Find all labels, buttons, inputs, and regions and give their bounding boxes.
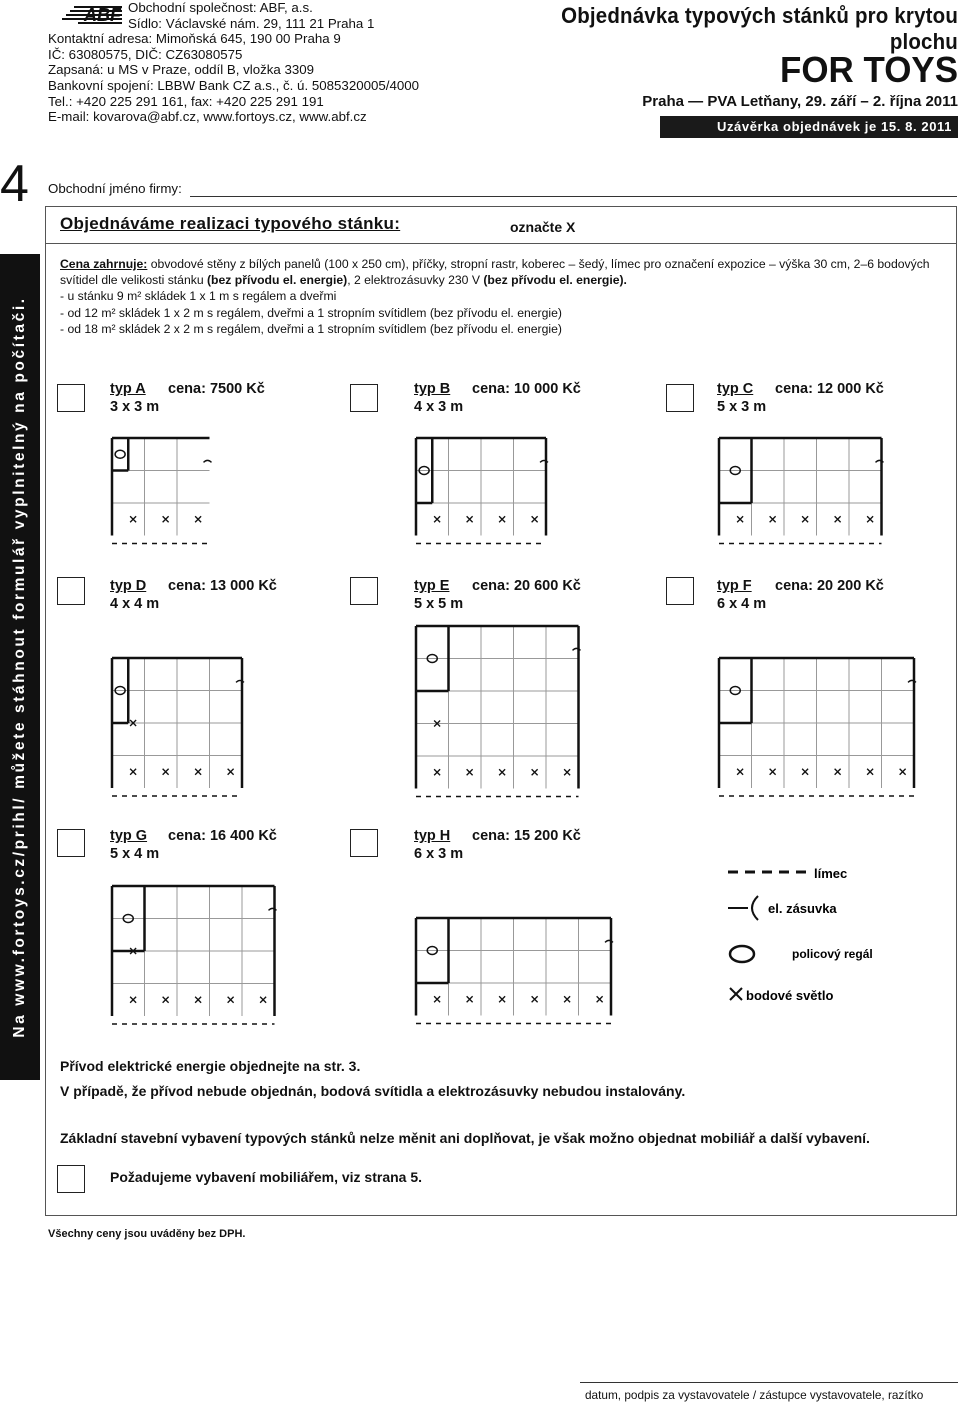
spotlight-icon: [467, 769, 473, 775]
stand-type: typ H: [414, 828, 451, 844]
includes-bold: (bez přívodu el. energie).: [483, 273, 627, 288]
spotlight-icon: [434, 769, 440, 775]
svg-text:el. zásuvka: el. zásuvka: [768, 901, 837, 916]
stand-option-label: [717, 577, 884, 613]
firm-name-label: Obchodní jméno firmy:: [48, 181, 182, 196]
spotlight-icon: [467, 996, 473, 1002]
spotlight-icon: [163, 997, 169, 1003]
stand-floor-plan: [414, 916, 613, 1028]
signature-label: datum, podpis za vystavovatele / zástupce vystavovatele, razítko: [585, 1388, 924, 1402]
includes-bold: (bez přívodu el. energie): [207, 273, 348, 288]
company-line: Kontaktní adresa: Mimoňská 645, 190 00 Praha 9: [48, 31, 341, 47]
stand-checkbox[interactable]: [350, 384, 378, 412]
shelf-icon: [115, 450, 125, 458]
power-note-line: Přívod elektrické energie objednejte na str. 3.: [60, 1058, 361, 1074]
company-line: Obchodní společnost: ABF, a.s.: [128, 0, 313, 15]
company-line: IČ: 63080575, DIČ: CZ63080575: [48, 46, 243, 62]
stand-option-label: [110, 577, 277, 613]
stand-floor-plan: [414, 624, 581, 801]
spotlight-icon: [867, 769, 873, 775]
stand-type: typ F: [717, 578, 752, 594]
spotlight-icon: [260, 997, 266, 1003]
socket-icon: [540, 460, 548, 462]
socket-icon: [876, 460, 884, 462]
spotlight-icon: [163, 516, 169, 522]
furniture-label: Požadujeme vybavení mobiliářem, viz strana 5.: [110, 1169, 423, 1185]
includes-line: - od 12 m² skládek 1 x 2 m s regálem, dveřmi a 1 stropním svítidlem (bez přívodu el. energie): [60, 305, 562, 320]
company-line: E-mail: kovarova@abf.cz, www.fortoys.cz, www.abf.cz: [48, 109, 367, 125]
spotlight-icon: [195, 997, 201, 1003]
includes-text: , 2 elektrozásuvky 230 V: [347, 273, 484, 288]
stand-type: typ B: [414, 381, 451, 397]
spotlight-icon: [130, 516, 136, 522]
socket-icon: [269, 908, 277, 910]
socket-icon: [236, 680, 244, 682]
stand-size: 6 x 4 m: [717, 596, 767, 612]
order-title: Objednáváme realizaci typového stánku:: [60, 214, 401, 233]
stand-type: typ D: [110, 578, 147, 594]
stand-floor-plan: [110, 436, 212, 548]
vat-note: Všechny ceny jsou uváděny bez DPH.: [48, 1228, 246, 1240]
stand-option-label: [717, 380, 884, 416]
spotlight-icon: [195, 769, 201, 775]
stand-type: typ G: [110, 828, 148, 844]
svg-text:policový regál: policový regál: [792, 947, 873, 961]
spotlight-icon: [532, 996, 538, 1002]
mark-hint: označte X: [510, 219, 576, 235]
company-line: Tel.: +420 225 291 161, fax: +420 225 291 191: [48, 93, 324, 109]
spotlight-icon: [802, 769, 808, 775]
socket-icon: [908, 680, 916, 682]
spotlight-icon: [434, 516, 440, 522]
stand-price: cena: 20 200 Kč: [775, 578, 884, 594]
stand-price: cena: 12 000 Kč: [775, 381, 884, 397]
company-line: Sídlo: Václavské nám. 29, 111 21 Praha 1: [128, 15, 375, 31]
spotlight-icon: [228, 997, 234, 1003]
stand-floor-plan: [110, 884, 277, 1028]
stand-checkbox[interactable]: [57, 829, 85, 857]
spotlight-icon: [597, 996, 603, 1002]
legend-shelf: [730, 946, 873, 962]
fortoys-logo: [780, 52, 958, 86]
includes-line: - od 18 m² skládek 2 x 2 m s regálem, dveřmi a 1 stropním svítidlem (bez přívodu el. energie): [60, 321, 562, 336]
stand-price: cena: 7500 Kč: [168, 381, 265, 397]
stand-checkbox[interactable]: [350, 577, 378, 605]
basic-equipment-note: Základní stavební vybavení typových stánků nelze měnit ani doplňovat, je však možno objednat mobiliář a další vybavení.: [60, 1130, 870, 1146]
spotlight-icon: [770, 516, 776, 522]
power-note: [60, 1054, 940, 1104]
spotlight-icon: [130, 769, 136, 775]
page-number: 4: [0, 155, 29, 213]
stand-floor-plan: [717, 436, 884, 548]
stand-size: 5 x 3 m: [717, 399, 767, 415]
furniture-checkbox[interactable]: [57, 1165, 85, 1193]
spotlight-icon: [130, 997, 136, 1003]
spotlight-icon: [499, 769, 505, 775]
stand-price: cena: 13 000 Kč: [168, 578, 277, 594]
spotlight-icon: [770, 769, 776, 775]
socket-icon: [204, 460, 212, 462]
signature-field[interactable]: [580, 1382, 958, 1383]
spotlight-icon: [867, 516, 873, 522]
stand-option-label: [414, 577, 581, 613]
stand-type: typ A: [110, 381, 146, 397]
legend-fascia: [728, 866, 847, 881]
spotlight-icon: [835, 516, 841, 522]
plan-legend: [718, 858, 950, 1018]
stand-floor-plan: [717, 656, 916, 800]
stand-option-label: [414, 827, 581, 863]
spotlight-icon: [802, 516, 808, 522]
legend-spotlight: [730, 988, 833, 1003]
stand-price: cena: 20 600 Kč: [472, 578, 581, 594]
stand-checkbox[interactable]: [57, 384, 85, 412]
stand-price: cena: 10 000 Kč: [472, 381, 581, 397]
stand-floor-plan: [414, 436, 548, 548]
company-info: [48, 0, 468, 125]
page-title: Objednávka typových stánků pro krytou plochu: [561, 3, 958, 54]
spotlight-icon: [835, 769, 841, 775]
stand-checkbox[interactable]: [666, 384, 694, 412]
stand-floor-plan: [110, 656, 244, 800]
power-note-line: V případě, že přívod nebude objednán, bodová svítidla a elektrozásuvky nebudou instalovány.: [60, 1083, 686, 1099]
spotlight-icon: [499, 996, 505, 1002]
legend-socket: [728, 896, 837, 920]
stand-checkbox[interactable]: [666, 577, 694, 605]
deadline-banner: Uzávěrka objednávek je 15. 8. 2011: [660, 116, 958, 138]
spotlight-icon: [564, 996, 570, 1002]
spotlight-icon: [434, 996, 440, 1002]
includes-text: obvodové stěny z bílých panelů (100 x 250 cm), příčky, stropní rastr, koberec – šedý, límec pro označení expozice – výška 30 cm, 2–6 bodových svítidel dle velikosti stánku: [60, 257, 930, 288]
stand-type: typ C: [717, 381, 754, 397]
company-line: Bankovní spojení: LBBW Bank CZ a.s., č. ú. 5085320005/4000: [48, 77, 420, 93]
stand-checkbox[interactable]: [350, 829, 378, 857]
stand-option-label: [110, 827, 277, 863]
spotlight-icon: [532, 516, 538, 522]
company-line: Zapsaná: u MS v Praze, oddíl B, vložka 3309: [48, 62, 315, 78]
spotlight-icon: [228, 769, 234, 775]
sidebar-download-text: Na www.fortoys.cz/prihl/ můžete stáhnout formulář vyplnitelný na počítači.: [11, 296, 28, 1038]
stand-price: cena: 16 400 Kč: [168, 828, 277, 844]
stand-option-label: [110, 380, 265, 416]
spotlight-icon: [737, 769, 743, 775]
spotlight-icon: [163, 769, 169, 775]
spotlight-icon: [900, 769, 906, 775]
stand-type: typ E: [414, 578, 450, 594]
firm-name-field[interactable]: [190, 196, 957, 197]
svg-text:FOR TOYS: FOR TOYS: [780, 52, 958, 86]
spotlight-icon: [564, 769, 570, 775]
includes-label: Cena zahrnuje:: [60, 257, 148, 271]
spotlight-icon: [499, 516, 505, 522]
stand-size: 6 x 3 m: [414, 846, 464, 862]
svg-text:bodové světlo: bodové světlo: [746, 988, 834, 1003]
socket-icon: [573, 648, 581, 650]
spotlight-icon: [195, 516, 201, 522]
includes-line: - u stánku 9 m² skládek 1 x 1 m s regálem a dveřmi: [60, 289, 337, 304]
svg-text:ABF: ABF: [84, 5, 121, 25]
stand-size: 5 x 5 m: [414, 596, 464, 612]
stand-option-label: [414, 380, 581, 416]
price-includes: [60, 256, 950, 337]
stand-size: 5 x 4 m: [110, 846, 160, 862]
spotlight-icon: [737, 516, 743, 522]
stand-size: 4 x 4 m: [110, 596, 160, 612]
spotlight-icon: [467, 516, 473, 522]
stand-checkbox[interactable]: [57, 577, 85, 605]
socket-icon: [605, 940, 613, 942]
venue-dates: Praha — PVA Letňany, 29. září – 2. října 2011: [642, 93, 958, 110]
spotlight-icon: [532, 769, 538, 775]
stand-size: 3 x 3 m: [110, 399, 160, 415]
stand-size: 4 x 3 m: [414, 399, 464, 415]
svg-text:límec: límec: [814, 866, 848, 881]
frame-divider: [45, 243, 957, 244]
stand-price: cena: 15 200 Kč: [472, 828, 581, 844]
